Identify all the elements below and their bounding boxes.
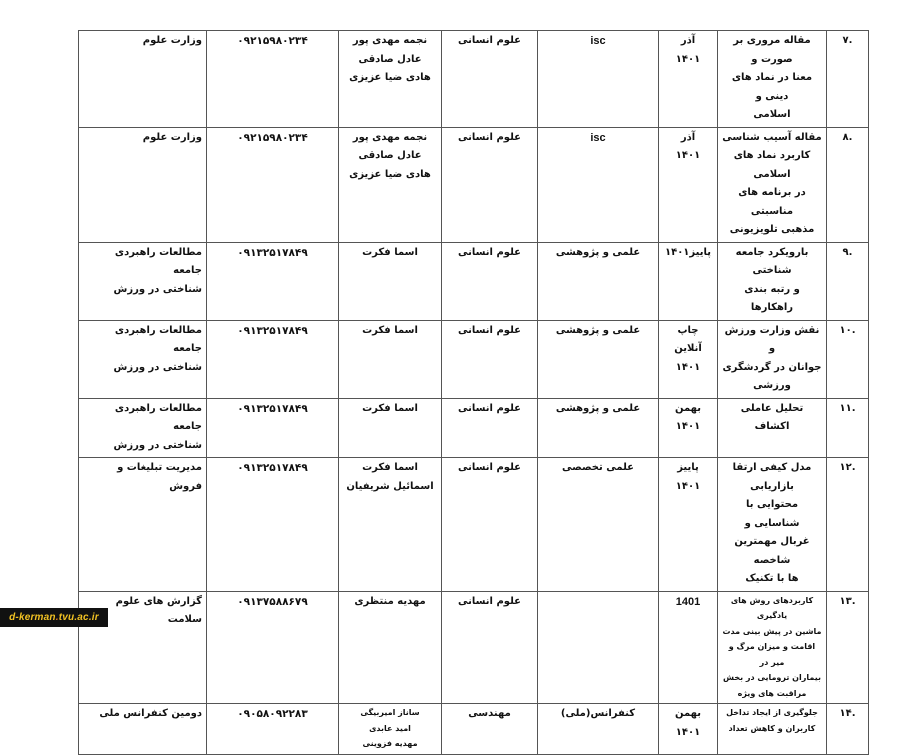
row-number-text: .۷ (842, 35, 853, 46)
title-cell-line: جوانان در گردشگری (722, 361, 822, 373)
row-number-text: .۱۳ (839, 595, 856, 607)
title-cell (718, 591, 827, 704)
date-cell-line: چاپ (677, 324, 699, 336)
title-cell-line: مدل کیفی ارتقا بازاریابی (732, 462, 812, 492)
authors-cell-line: هادی ضیا عزیزی (349, 168, 431, 180)
title-cell-line: کاربردهای روش های یادگیری (730, 595, 814, 620)
title-cell-line: مراقبت های ویژه (737, 688, 807, 698)
authors-cell-line: عادل صادقی (358, 53, 422, 65)
title-cell (718, 458, 827, 592)
authors-cell-line: نجمه مهدی پور (352, 131, 428, 143)
type-cell (538, 127, 659, 242)
row-number-text: .۱۰ (839, 324, 856, 336)
publications-table-wrapper (78, 30, 868, 755)
row-number (827, 127, 869, 242)
table-row (79, 242, 869, 320)
phone-cell-text: ۰۹۱۳۷۵۸۸۶۷۹ (237, 595, 308, 608)
title-cell (718, 127, 827, 242)
title-cell-line: تحلیل عاملی اکشاف (740, 402, 804, 432)
site-badge-right: tvu.ac.ir (58, 612, 99, 623)
date-cell-line: ۱۴۰۱ (675, 421, 701, 432)
title-cell-line: مقاله آسیب شناسی (722, 131, 822, 143)
org-cell-line: مدیریت تبلیغات و فروش (117, 462, 202, 492)
date-cell (659, 127, 718, 242)
date-cell-line: 1401 (675, 595, 701, 608)
table-row (79, 320, 869, 398)
date-cell-line: آنلاین (674, 343, 702, 354)
field-cell (442, 398, 538, 458)
date-cell-line: ۱۴۰۱ (675, 53, 701, 65)
authors-cell (339, 398, 442, 458)
authors-cell-line: مهدیه فزوینی (362, 739, 418, 748)
field-cell (442, 591, 538, 704)
title-cell-line: ورزشی (753, 380, 791, 391)
field-cell-text: علوم انسانی (458, 462, 521, 473)
org-cell (79, 458, 207, 592)
date-cell (659, 458, 718, 592)
type-cell (538, 458, 659, 592)
phone-cell-text: ۰۹۰۵۸۰۹۲۲۸۳ (237, 708, 308, 720)
authors-cell-line: اسمائیل شریفیان (346, 480, 434, 492)
org-cell-line: مطالعات راهبردی جامعه (114, 246, 202, 276)
phone-cell (207, 398, 339, 458)
phone-cell (207, 591, 339, 704)
title-cell-line: نقش وزارت ورزش و (724, 324, 820, 354)
authors-cell (339, 704, 442, 755)
authors-cell-line: اسما فکرت (362, 402, 418, 414)
title-cell (718, 242, 827, 320)
title-cell-line: اسلامی (753, 109, 791, 120)
field-cell-text: علوم انسانی (458, 131, 521, 143)
phone-cell-text: ۰۹۲۱۵۹۸۰۲۳۴ (237, 131, 308, 144)
title-cell (718, 398, 827, 458)
type-cell (538, 591, 659, 704)
phone-cell-text: ۰۹۱۳۲۵۱۷۸۴۹ (237, 462, 308, 474)
title-cell-line: ماشین در پیش بینی مدت (722, 626, 822, 636)
type-cell (538, 320, 659, 398)
row-number (827, 320, 869, 398)
field-cell (442, 320, 538, 398)
site-badge-sep: . (55, 612, 59, 623)
title-cell-line: و رتبه بندی راهکارها (744, 283, 800, 313)
date-cell-line: بهمن (674, 402, 702, 414)
field-cell-text: علوم انسانی (458, 246, 521, 258)
date-cell (659, 704, 718, 755)
type-cell-text: علمی تخصصی (561, 462, 634, 473)
field-cell-text: علوم انسانی (458, 402, 521, 414)
row-number (827, 242, 869, 320)
date-cell-line: ۱۴۰۱ (675, 150, 701, 161)
authors-cell-line: اسما فکرت (362, 324, 418, 336)
phone-cell-text: ۰۹۱۳۲۵۱۷۸۴۹ (237, 324, 308, 337)
date-cell (659, 31, 718, 128)
org-cell (79, 242, 207, 320)
field-cell (442, 458, 538, 592)
table-row (79, 704, 869, 755)
row-number (827, 398, 869, 458)
org-cell (79, 398, 207, 458)
date-cell-line: آذر (680, 131, 696, 143)
type-cell-text: علمی و پژوهشی (555, 402, 641, 414)
date-cell-line: بهمن (674, 708, 702, 719)
phone-cell (207, 242, 339, 320)
authors-cell (339, 127, 442, 242)
table-row (79, 458, 869, 592)
org-cell-line: مطالعات راهبردی جامعه (114, 324, 202, 354)
date-cell-line: پاییز (677, 462, 699, 473)
org-cell-line: گزارش های علوم سلامت (115, 595, 202, 625)
org-cell-line: دومین کنفرانس ملی (99, 708, 202, 719)
field-cell (442, 704, 538, 755)
row-number-text: .۱۴ (839, 708, 856, 719)
table-row (79, 127, 869, 242)
title-cell (718, 320, 827, 398)
field-cell-text: علوم انسانی (458, 595, 521, 607)
date-cell (659, 398, 718, 458)
row-number (827, 458, 869, 592)
authors-cell-line: اسما فکرت (362, 462, 418, 473)
publications-table (78, 30, 869, 755)
row-number-text: .۱۲ (839, 462, 856, 473)
date-cell-line: پاییز۱۴۰۱ (665, 246, 711, 258)
phone-cell-text: ۰۹۱۳۲۵۱۷۸۴۹ (237, 402, 308, 415)
field-cell-text: علوم انسانی (458, 35, 521, 46)
authors-cell-line: نجمه مهدی پور (352, 35, 428, 46)
org-cell-line: شناختی در ورزش (113, 283, 202, 295)
phone-cell (207, 704, 339, 755)
phone-cell (207, 127, 339, 242)
phone-cell (207, 458, 339, 592)
title-cell-line: معنا در نماد های دینی و (731, 72, 813, 102)
row-number (827, 704, 869, 755)
authors-cell-line: عادل صادقی (358, 150, 422, 161)
org-cell (79, 31, 207, 128)
title-cell-line: کاربران و کاهش تعداد (728, 723, 816, 733)
authors-cell-line: امید عابدی (369, 723, 411, 733)
type-cell-text: isc (590, 131, 606, 144)
authors-cell (339, 458, 442, 592)
title-cell-line: مذهبی تلویزیونی (729, 224, 815, 235)
title-cell-line: جلوگیری از ایجاد تداخل (726, 708, 818, 717)
table-row (79, 591, 869, 704)
org-cell-line: وزارت علوم (142, 35, 202, 46)
authors-cell (339, 31, 442, 128)
authors-cell-line: مهدیه منتظری (354, 595, 426, 607)
table-row (79, 398, 869, 458)
row-number (827, 591, 869, 704)
table-row (79, 31, 869, 128)
date-cell-line: ۱۴۰۱ (675, 726, 701, 738)
phone-cell-text: ۰۹۱۳۲۵۱۷۸۴۹ (237, 246, 308, 259)
date-cell (659, 242, 718, 320)
row-number-text: .۹ (842, 246, 853, 258)
authors-cell-line: هادی ضیا عزیزی (349, 72, 431, 83)
date-cell-line: آذر (680, 35, 696, 46)
org-cell-line: شناختی در ورزش (113, 439, 202, 451)
type-cell-text: کنفرانس(ملی) (560, 708, 636, 719)
org-cell (79, 127, 207, 242)
authors-cell (339, 591, 442, 704)
title-cell-line: مقاله مروری بر صورت و (733, 35, 811, 65)
row-number-text: .۱۱ (839, 402, 856, 414)
title-cell-line: محتوایی با شناسایی و (744, 499, 800, 529)
org-cell-line: شناختی در ورزش (113, 361, 202, 373)
date-cell-line: ۱۴۰۱ (675, 361, 701, 373)
date-cell-line: ۱۴۰۱ (675, 480, 701, 492)
phone-cell-text: ۰۹۲۱۵۹۸۰۲۳۴ (237, 35, 308, 47)
org-cell (79, 320, 207, 398)
type-cell (538, 31, 659, 128)
type-cell (538, 242, 659, 320)
title-cell-line: کاربرد نماد های اسلامی (733, 150, 811, 180)
row-number-text: .۸ (842, 131, 853, 143)
date-cell (659, 591, 718, 704)
authors-cell-line: اسما فکرت (362, 246, 418, 258)
field-cell (442, 127, 538, 242)
row-number (827, 31, 869, 128)
field-cell-text: علوم انسانی (458, 324, 521, 336)
title-cell (718, 31, 827, 128)
org-cell-line: مطالعات راهبردی جامعه (114, 402, 202, 432)
field-cell (442, 242, 538, 320)
phone-cell (207, 31, 339, 128)
field-cell (442, 31, 538, 128)
org-cell-line: وزارت علوم (142, 131, 202, 143)
authors-cell (339, 242, 442, 320)
title-cell-line: بارویکرد جامعه شناختی (735, 246, 809, 276)
table-body (79, 31, 869, 755)
date-cell (659, 320, 718, 398)
type-cell-text: isc (590, 35, 606, 47)
type-cell (538, 704, 659, 755)
authors-cell (339, 320, 442, 398)
type-cell-text: علمی و پژوهشی (555, 324, 641, 336)
title-cell-line: در برنامه های مناسبتی (738, 187, 806, 217)
type-cell-text: علمی و پژوهشی (555, 246, 641, 258)
title-cell-line: اقامت و میزان مرگ و میر در (728, 642, 816, 667)
org-cell (79, 704, 207, 755)
title-cell-line: غربال مهمترین شاخصه (734, 536, 810, 566)
site-badge-left: d-kerman (9, 612, 56, 623)
title-cell-line: ها با تکنیک (745, 573, 799, 584)
type-cell (538, 398, 659, 458)
phone-cell (207, 320, 339, 398)
title-cell (718, 704, 827, 755)
site-badge[interactable] (0, 608, 108, 627)
authors-cell-line: ساناز امیربیگی (360, 708, 420, 717)
title-cell-line: بیماران ترومایی در بخش (723, 673, 821, 682)
field-cell-text: مهندسی (468, 708, 511, 719)
